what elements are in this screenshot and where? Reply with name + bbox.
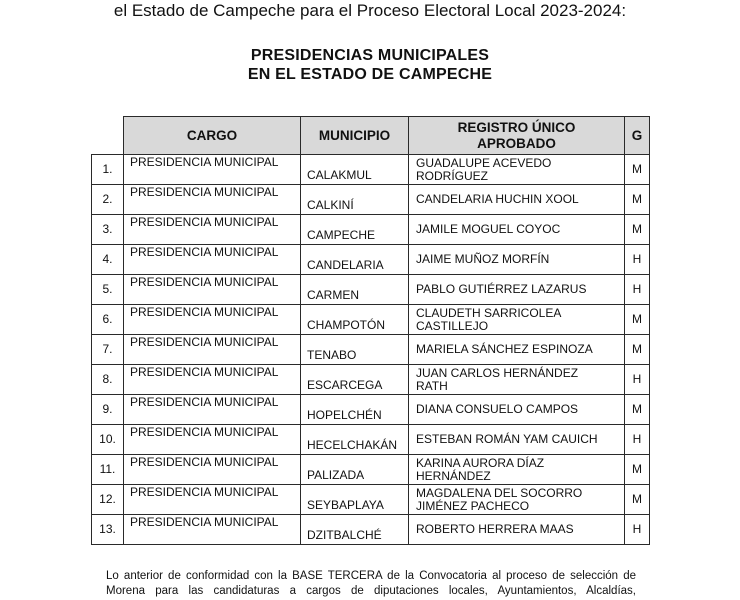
header-registro: [409, 117, 625, 155]
registro-name-line1: CLAUDETH SARRICOLEA: [416, 305, 562, 320]
row-number: 2.: [92, 185, 124, 215]
registro-name-line1: JUAN CARLOS HERNÁNDEZ: [416, 365, 579, 380]
row-number: 12.: [92, 485, 124, 515]
cargo-cell: PRESIDENCIA MUNICIPAL: [124, 215, 301, 245]
genero-cell: M: [625, 215, 650, 245]
registro-name-line1: ROBERTO HERRERA MAAS: [416, 522, 574, 536]
registro-name-line1: MARIELA SÁNCHEZ ESPINOZA: [416, 342, 593, 356]
header-registro-line2: APROBADO: [477, 135, 556, 151]
header-municipio: MUNICIPIO: [301, 117, 409, 155]
registro-name-line1: MAGDALENA DEL SOCORRO: [416, 485, 583, 500]
municipio-cell: HOPELCHÉN: [301, 395, 409, 425]
registro-cell: [409, 485, 625, 515]
cargo-cell: PRESIDENCIA MUNICIPAL: [124, 335, 301, 365]
registro-name-line1: KARINA AURORA DÍAZ: [416, 455, 545, 470]
municipio-cell: SEYBAPLAYA: [301, 485, 409, 515]
genero-cell: M: [625, 395, 650, 425]
footer-text-line-1: Lo anterior de conformidad con la BASE TERCERA de la Convocatoria al proceso de selección de: [106, 570, 636, 582]
cargo-cell: PRESIDENCIA MUNICIPAL: [124, 245, 301, 275]
intro-text: el Estado de Campeche para el Proceso Electoral Local 2023-2024:: [113, 1, 627, 20]
table-row: [92, 305, 650, 335]
genero-cell: M: [625, 305, 650, 335]
municipio-cell: HECELCHAKÁN: [301, 425, 409, 455]
table-header-row: [92, 117, 650, 155]
row-number: 6.: [92, 305, 124, 335]
header-genero: G: [625, 117, 650, 155]
header-cargo: CARGO: [124, 117, 301, 155]
table-body: [92, 155, 650, 545]
municipio-cell: PALIZADA: [301, 455, 409, 485]
genero-cell: M: [625, 455, 650, 485]
genero-cell: H: [625, 515, 650, 545]
table-row: [92, 185, 650, 215]
genero-cell: M: [625, 485, 650, 515]
cargo-cell: PRESIDENCIA MUNICIPAL: [124, 485, 301, 515]
genero-cell: M: [625, 335, 650, 365]
genero-cell: M: [625, 155, 650, 185]
table-row: [92, 395, 650, 425]
registro-name-line1: ESTEBAN ROMÁN YAM CAUICH: [416, 432, 598, 446]
cargo-cell: PRESIDENCIA MUNICIPAL: [124, 515, 301, 545]
table-row: [92, 515, 650, 545]
municipio-cell: CANDELARIA: [301, 245, 409, 275]
municipio-cell: TENABO: [301, 335, 409, 365]
registro-cell: [409, 425, 625, 455]
row-number: 1.: [92, 155, 124, 185]
title-line-2: EN EL ESTADO DE CAMPECHE: [247, 66, 493, 83]
registro-cell: [409, 305, 625, 335]
genero-cell: H: [625, 245, 650, 275]
header-blank-cell: [92, 117, 124, 155]
row-number: 7.: [92, 335, 124, 365]
cargo-cell: PRESIDENCIA MUNICIPAL: [124, 155, 301, 185]
row-number: 4.: [92, 245, 124, 275]
genero-cell: H: [625, 275, 650, 305]
municipio-cell: CAMPECHE: [301, 215, 409, 245]
table-row: [92, 275, 650, 305]
row-number: 3.: [92, 215, 124, 245]
table-row: [92, 335, 650, 365]
row-number: 11.: [92, 455, 124, 485]
registro-cell: [409, 335, 625, 365]
row-number: 8.: [92, 365, 124, 395]
footer-text-line-2: Morena para las candidaturas a cargos de diputaciones locales, Ayuntamientos, Alcaldías,: [106, 585, 636, 597]
cargo-cell: PRESIDENCIA MUNICIPAL: [124, 185, 301, 215]
cargo-cell: PRESIDENCIA MUNICIPAL: [124, 425, 301, 455]
table-row: [92, 155, 650, 185]
registro-cell: [409, 365, 625, 395]
municipio-cell: CARMEN: [301, 275, 409, 305]
genero-cell: H: [625, 365, 650, 395]
row-number: 9.: [92, 395, 124, 425]
registro-name-line1: DIANA CONSUELO CAMPOS: [416, 402, 579, 416]
registro-cell: [409, 245, 625, 275]
registro-name-line1: PABLO GUTIÉRREZ LAZARUS: [416, 282, 587, 296]
registro-name-line1: JAMILE MOGUEL COYOC: [416, 222, 561, 236]
genero-cell: H: [625, 425, 650, 455]
municipio-cell: DZITBALCHÉ: [301, 515, 409, 545]
registro-name-line2: HERNÁNDEZ: [416, 468, 491, 483]
table-row: [92, 215, 650, 245]
registro-name-line1: GUADALUPE ACEVEDO: [416, 155, 552, 170]
table-row: [92, 425, 650, 455]
registro-cell: [409, 185, 625, 215]
registro-cell: [409, 395, 625, 425]
cargo-cell: PRESIDENCIA MUNICIPAL: [124, 275, 301, 305]
cargo-cell: PRESIDENCIA MUNICIPAL: [124, 365, 301, 395]
registro-cell: [409, 215, 625, 245]
row-number: 10.: [92, 425, 124, 455]
title-line-1: PRESIDENCIAS MUNICIPALES: [250, 47, 490, 64]
table-row: [92, 245, 650, 275]
candidates-table: [91, 116, 650, 545]
table-row: [92, 455, 650, 485]
cargo-cell: PRESIDENCIA MUNICIPAL: [124, 455, 301, 485]
municipio-cell: CALAKMUL: [301, 155, 409, 185]
table-row: [92, 485, 650, 515]
cargo-cell: PRESIDENCIA MUNICIPAL: [124, 305, 301, 335]
row-number: 5.: [92, 275, 124, 305]
registro-name-line1: CANDELARIA HUCHIN XOOL: [416, 192, 579, 206]
registro-cell: [409, 275, 625, 305]
registro-name-line2: RATH: [416, 378, 448, 393]
registro-cell: [409, 455, 625, 485]
registro-cell: [409, 515, 625, 545]
municipio-cell: CALKINÍ: [301, 185, 409, 215]
registro-name-line2: JIMÉNEZ PACHECO: [416, 498, 530, 513]
row-number: 13.: [92, 515, 124, 545]
registro-name-line1: JAIME MUÑOZ MORFÍN: [416, 252, 550, 266]
municipio-cell: ESCARCEGA: [301, 365, 409, 395]
registro-name-line2: CASTILLEJO: [416, 318, 489, 333]
municipio-cell: CHAMPOTÓN: [301, 305, 409, 335]
header-registro-line1: REGISTRO ÚNICO: [457, 119, 576, 135]
registro-cell: [409, 155, 625, 185]
cargo-cell: PRESIDENCIA MUNICIPAL: [124, 395, 301, 425]
genero-cell: M: [625, 185, 650, 215]
registro-name-line2: RODRÍGUEZ: [416, 168, 488, 183]
table-row: [92, 365, 650, 395]
